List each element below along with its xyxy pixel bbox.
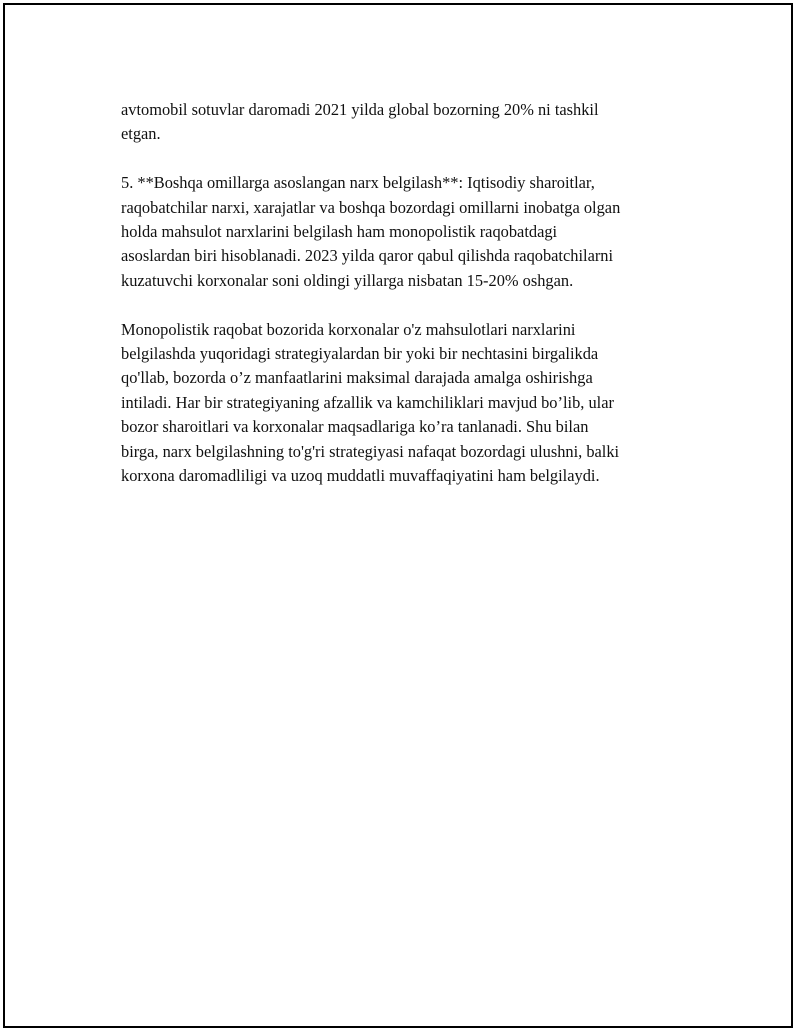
paragraph-continuation: avtomobil sotuvlar daromadi 2021 yilda global bozorning 20% ni tashkil etgan. <box>121 100 599 144</box>
paragraph-item-5: 5. **Boshqa omillarga asoslangan narx belgilash**: Iqtisodiy sharoitlar, raqobatchilar narxi, xarajatlar va boshqa bozordagi omillarni inobatga olgan holda mahsulot narxlarini belgilash ham monopolistik raqobatdagi asoslardan biri hisoblanadi. 2023 yilda qaror qabul qilishda raqobatchilarni kuzatuvchi korxonalar soni oldingi yillarga nisbatan 15-20% oshgan. <box>121 173 621 290</box>
document-page <box>3 3 793 1028</box>
paragraph-conclusion: Monopolistik raqobat bozorida korxonalar o'z mahsulotlari narxlarini belgilashda yuqoridagi strategiyalardan bir yoki bir nechtasini birgalikda qo'llab, bozorda o’z manfaatlarini maksimal darajada amalga oshirishga intiladi. Har bir strategiyaning afzallik va kamchiliklari mavjud bo’lib, ular bozor sharoitlari va korxonalar maqsadlariga ko’ra tanlanadi. Shu bilan birga, narx belgilashning to'g'ri strategiyasi nafaqat bozordagi ulushni, balki korxona daromadliligi va uzoq muddatli muvaffaqiyatini ham belgilaydi. <box>121 319 620 486</box>
document-body <box>121 98 691 513</box>
